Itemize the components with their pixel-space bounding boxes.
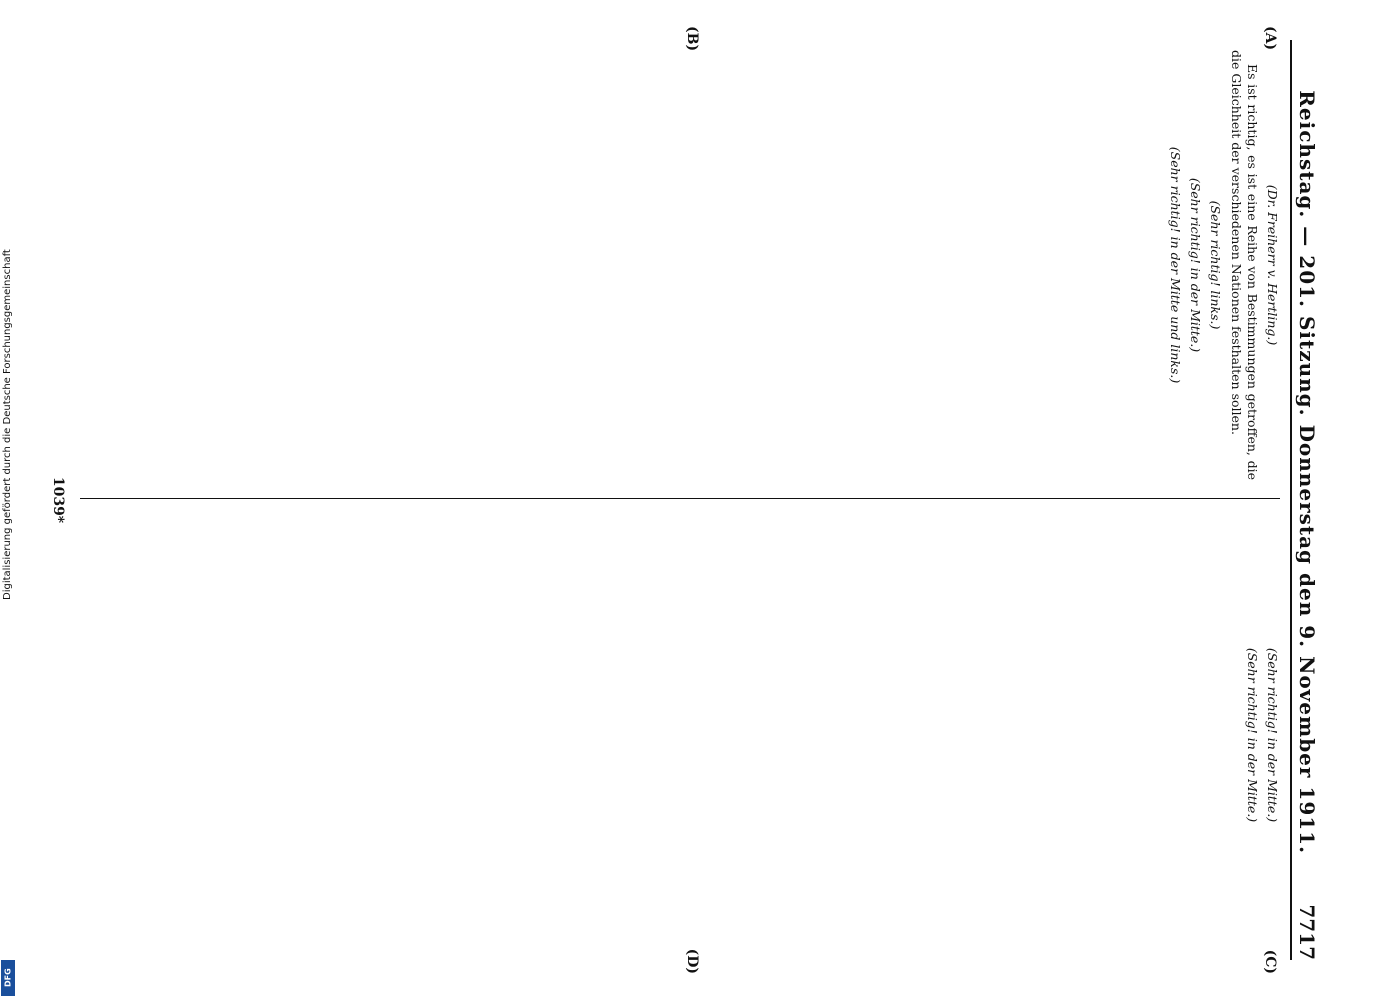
marker-d: (D) [684, 948, 700, 974]
interjection: (Sehr richtig! in der Mitte.) [1244, 647, 1260, 823]
page-header [1290, 40, 1322, 960]
interjection: (Sehr richtig! in der Mitte.) [1265, 647, 1280, 823]
rotated-page [40, 20, 1340, 980]
left-column [80, 50, 1280, 480]
dfg-logo-icon: DFG [1, 960, 15, 996]
page-number: 7717 [1295, 904, 1319, 960]
right-column [80, 520, 1280, 950]
header-title: Reichstag. — 201. Sitzung. Donnerstag den 9. November 1911. [1295, 90, 1319, 855]
speaker-label: (Dr. Freiherr v. Hertling.) [1265, 184, 1280, 346]
interjection: (Sehr richtig! links.) [1208, 200, 1224, 330]
digitization-credit: Digitalisierung gefördert durch die Deutsche Forschungsgemeinschaft [2, 249, 13, 600]
marker-a: (A) [1262, 26, 1278, 51]
newspaper-sheet [40, 20, 1340, 980]
paragraph: Es ist richtig, es ist eine Reihe von Bestimmungen getroffen, die die Gleichheit der verschiedenen Nationen festhalten sollen. [1228, 50, 1260, 480]
marker-c: (C) [1262, 949, 1278, 974]
column-divider [80, 498, 1280, 499]
interjection: (Sehr richtig! in der Mitte und links.) [1167, 146, 1183, 384]
folio-number: 1039* [50, 476, 66, 524]
interjection: (Sehr richtig! in der Mitte.) [1188, 177, 1204, 353]
marker-b: (B) [684, 26, 700, 52]
